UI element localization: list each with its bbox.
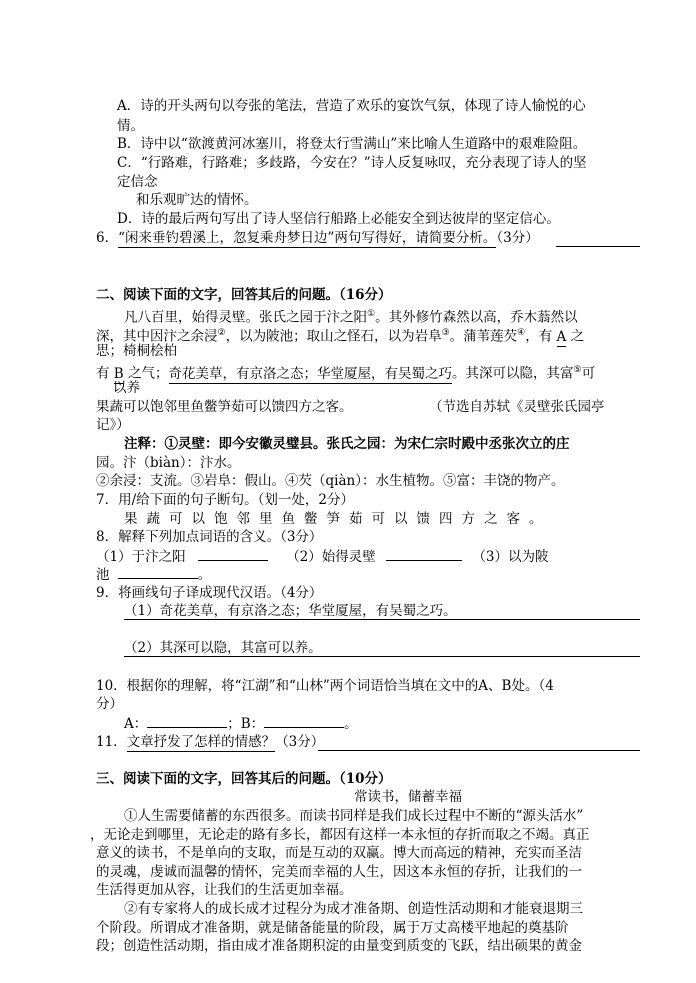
article-line-2: ，无论走到哪里，无论走的路有多长，都因有这样一本永恒的存折而取之不竭。真正 xyxy=(90,827,590,843)
question-10-answers xyxy=(124,713,358,734)
passage-text: ，有 xyxy=(525,328,553,345)
article-line-4: 的灵魂，虔诚而温馨的情怀，完美而幸福的人生，因这本永恒的存折，让我们的一 xyxy=(96,864,582,880)
question-7-sentence: 果蔬可以饱邻里鱼鳖笋茹可以馈四方之客。 xyxy=(124,511,552,527)
option-a-line2: 情。 xyxy=(117,118,144,134)
passage-text: 之 xyxy=(570,328,585,345)
article-line-5: 生活得更加从容，让我们的生活更加幸福。 xyxy=(96,882,353,898)
section-3-heading: 三、阅读下面的文字，回答其后的问题。（10分） xyxy=(96,771,392,787)
answer-label-a: A： xyxy=(124,716,148,732)
question-6-score: （3分） xyxy=(496,230,539,246)
question-6-number: 6． xyxy=(96,230,119,246)
option-d: D．诗的最后两句写出了诗人坚信行船路上必能安全到达彼岸的坚定信心。 xyxy=(117,211,560,227)
answer-line xyxy=(124,656,640,657)
passage-line-4 xyxy=(96,360,595,384)
question-9: 9．将画线句子译成现代汉语。（4分） xyxy=(96,585,323,601)
answer-line xyxy=(556,246,640,247)
article-line-1: ①人生需要储蓄的东西很多。而读书同样是我们成长过程中不断的“源头活水” xyxy=(124,808,584,824)
answer-blank[interactable] xyxy=(198,546,268,561)
footnote-mark: ① xyxy=(367,309,376,319)
footnote-mark: ⑤ xyxy=(573,365,582,375)
footnote-mark: ③ xyxy=(441,328,450,338)
option-c-line3: 和乐观旷达的情怀。 xyxy=(136,192,258,208)
question-8: 8．解释下列加点词语的含义。（3分） xyxy=(96,529,323,545)
question-10: 10．根据你的理解，将“江湖”和“山林”两个词语恰当填在文中的A、B处。（4 xyxy=(96,678,554,694)
underlined-sentence: 奇花美草，有京洛之态；华堂厦屋，有吴蜀之巧 xyxy=(168,365,453,382)
option-c-line2: 定信念 xyxy=(117,174,158,190)
footnote-mark: ② xyxy=(217,328,226,338)
blank-marker-a: A xyxy=(556,328,567,345)
question-9-item-2: （2）其深可以隐，其富可以养。 xyxy=(124,640,322,656)
answer-blank[interactable] xyxy=(118,564,198,579)
question-11-number: 11． xyxy=(96,734,127,750)
passage-text: 可 xyxy=(581,365,596,382)
article-line-8: 段；创造性活动期，指由成才准备期积淀的由量变到质变的飞跃，结出硕果的黄金 xyxy=(96,938,582,954)
question-11 xyxy=(96,732,324,752)
question-8-item-1: （1）于汴之阳 xyxy=(96,549,186,565)
section-2-heading: 二、阅读下面的文字，回答其后的问题。（16分） xyxy=(96,287,392,303)
question-8-items-cont xyxy=(96,564,211,585)
question-6 xyxy=(96,228,539,248)
passage-text: 。蒲苇莲芡 xyxy=(449,328,518,345)
passage-text: 凡八百里，始得灵壁。张氏之园于汴之阳 xyxy=(124,309,367,326)
notes-line-1: 注释：①灵壁：即今安徽灵璧县。张氏之园：为宋仁宗时殿中丞张次立的庄 xyxy=(124,436,570,452)
passage-line-3: 思；椅桐桧柏 xyxy=(96,343,177,359)
period: 。 xyxy=(197,567,212,583)
passage-text: 。其深可以隐，其富 xyxy=(452,365,574,382)
option-c-line1: C．“行路难，行路难；多歧路，今安在？”诗人反复咏叹，充分表现了诗人的坚 xyxy=(117,155,587,171)
article-title: 常读书，储蓄幸福 xyxy=(354,789,462,805)
notes-line-2: 园。汴（biàn）：汴水。 xyxy=(96,455,241,471)
answer-line xyxy=(318,750,640,751)
article-line-7: 个阶段。所谓成才准备期，就是储备能量的阶段，属于万丈高楼平地起的奠基阶 xyxy=(96,920,569,936)
answer-blank[interactable] xyxy=(386,546,462,561)
question-6-underlined: “闲来垂钓碧溪上，忽复乘舟梦日边”两句写得好，请简要分析。 xyxy=(118,230,497,246)
question-8-item-3: （3）以为陂 xyxy=(472,549,549,565)
question-8-item-2: （2）始得灵壁 xyxy=(286,549,376,565)
passage-source: （节选自苏轼《灵壁张氏园亭 xyxy=(429,399,605,415)
blank-marker-b: B xyxy=(113,365,124,382)
passage-text: 。其外修竹森然以高，乔木蓊然以 xyxy=(375,309,578,326)
answer-blank-b[interactable] xyxy=(264,713,344,728)
answer-blank-a[interactable] xyxy=(147,713,227,728)
option-a-line1: A．诗的开头两句以夸张的笔法，营造了欢乐的宴饮气氛，体现了诗人愉悦的心 xyxy=(117,98,586,114)
question-11-underlined: 文章抒发了怎样的情感？ xyxy=(126,734,276,750)
passage-line-5: 以养 xyxy=(113,380,140,396)
passage-line-6: 果蔬可以饱邻里鱼鳖笋茹可以馈四方之客。 xyxy=(96,399,353,415)
answer-line xyxy=(124,619,640,620)
passage-text: 之气； xyxy=(128,365,169,382)
notes-line-3: ②余浸：支流。③岩阜：假山。④芡（qiàn）：水生植物。⑤富：丰饶的物产。 xyxy=(96,473,565,489)
passage-text: ，以为陂池；取山之怪石，以为岩阜 xyxy=(225,328,442,345)
question-11-score: （3分） xyxy=(275,734,325,750)
period: 。 xyxy=(344,716,358,732)
question-8-item-3-cont: 池 xyxy=(96,567,110,583)
option-b: B．诗中以“欲渡黄河冰塞川，将登太行雪满山”来比喻人生道路中的艰难险阻。 xyxy=(117,136,587,152)
answer-label-b: ；B： xyxy=(227,716,265,732)
passage-text: 有 xyxy=(96,365,110,382)
question-7: 7．用/给下面的句子断句。（划一处，2分） xyxy=(96,492,354,508)
passage-text: 深，其中因汴之余浸 xyxy=(96,328,218,345)
passage-source-cont: 记》） xyxy=(96,417,130,433)
article-line-3: 意义的读书，不是单向的支取，而是互动的双赢。博大而高远的精神，充实而圣洁 xyxy=(96,845,582,861)
footnote-mark: ④ xyxy=(517,328,526,338)
question-10-cont: 分） xyxy=(96,696,123,712)
article-line-6: ②有专家将人的成长成才过程分为成才准备期、创造性活动期和才能衰退期三 xyxy=(124,901,583,917)
question-9-item-1: （1）奇花美草，有京洛之态；华堂厦屋，有吴蜀之巧。 xyxy=(124,603,457,619)
